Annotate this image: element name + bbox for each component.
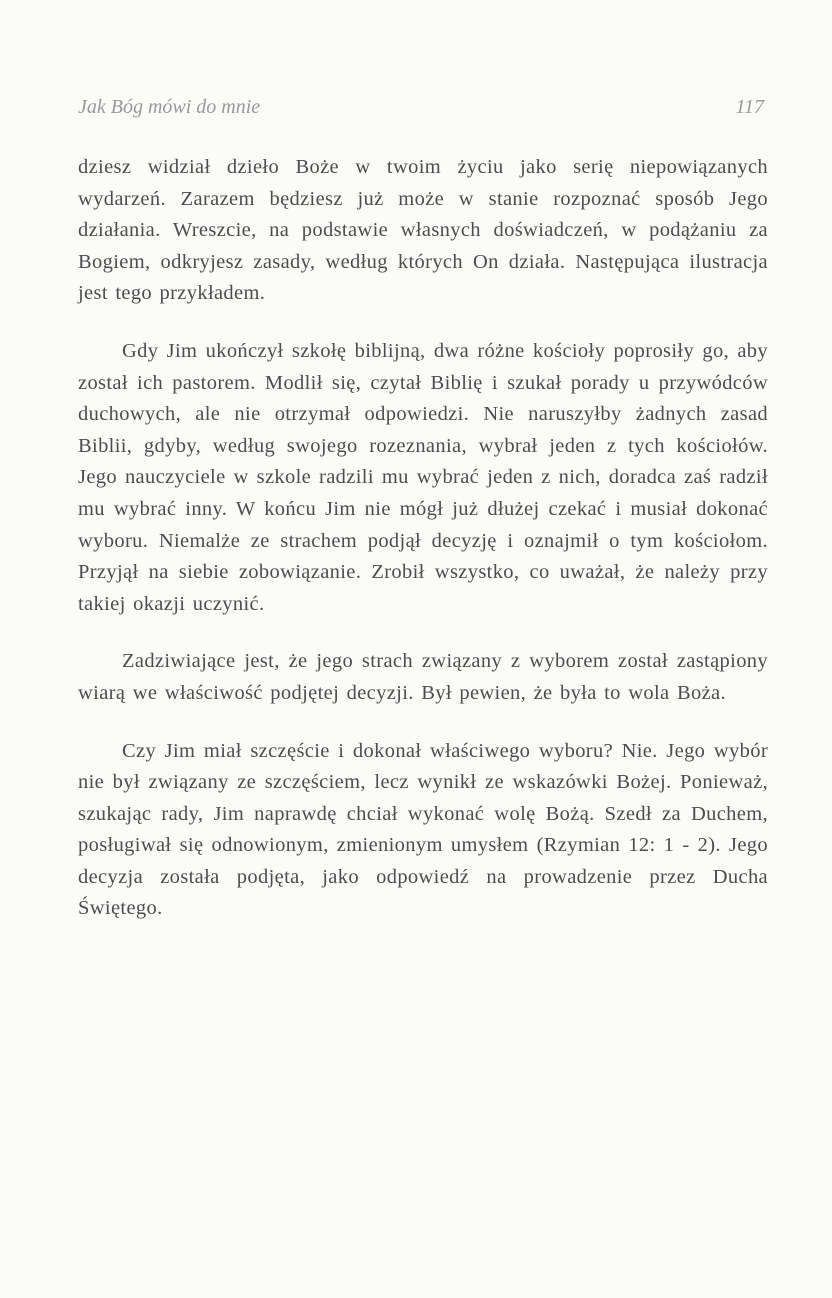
page-number: 117: [735, 96, 764, 118]
paragraph-gods-guidance: Czy Jim miał szczęście i dokonał właściwego wyboru? Nie. Jego wybór nie był związany ze szczęściem, lecz wynikł ze wskazówki Bożej. Ponieważ, szukając rady, Jim naprawdę chciał wykonać wolę Bożą. Szedł za Duchem, posługiwał się odnowionym, zmienionym umysłem (Rzymian 12: 1 - 2). Jego decyzja została podjęta, jako odpowiedź na prowadzenie przez Ducha Świętego.: [78, 739, 768, 920]
book-page: [78, 96, 768, 925]
running-header: [78, 96, 768, 132]
paragraph-fear-replaced: Zadziwiające jest, że jego strach związany z wyborem został zastąpiony wiarą we właściwość podjętej decyzji. Był pewien, że była to wola Boża.: [78, 650, 768, 704]
running-header-title: Jak Bóg mówi do mnie: [78, 96, 261, 118]
body-text: [78, 152, 768, 925]
paragraph-continuation: dziesz widział dzieło Boże w twoim życiu jako serię niepowiązanych wydarzeń. Zarazem będziesz już może w stanie rozpoznać sposób Jego działania. Wreszcie, na podstawie własnych doświadczeń, w podążaniu za Bogiem, odkryjesz zasady, według których On działa. Następująca ilustracja jest tego przykładem.: [78, 156, 768, 305]
paragraph-jim-seminary: Gdy Jim ukończył szkołę biblijną, dwa różne kościoły poprosiły go, aby został ich pastorem. Modlił się, czytał Biblię i szukał porady u przywódców duchowych, ale nie otrzymał odpowiedzi. Nie naruszyłby żadnych zasad Biblii, gdyby, według swojego rozeznania, wybrał jeden z tych kościołów. Jego nauczyciele w szkole radzili mu wybrać jeden z nich, doradca zaś radził mu wybrać inny. W końcu Jim nie mógł już dłużej czekać i musiał dokonać wyboru. Niemalże ze strachem podjął decyzję i oznajmił o tym kościołom. Przyjął na siebie zobowiązanie. Zrobił wszystko, co uważał, że należy przy takiej okazji uczynić.: [78, 339, 768, 615]
